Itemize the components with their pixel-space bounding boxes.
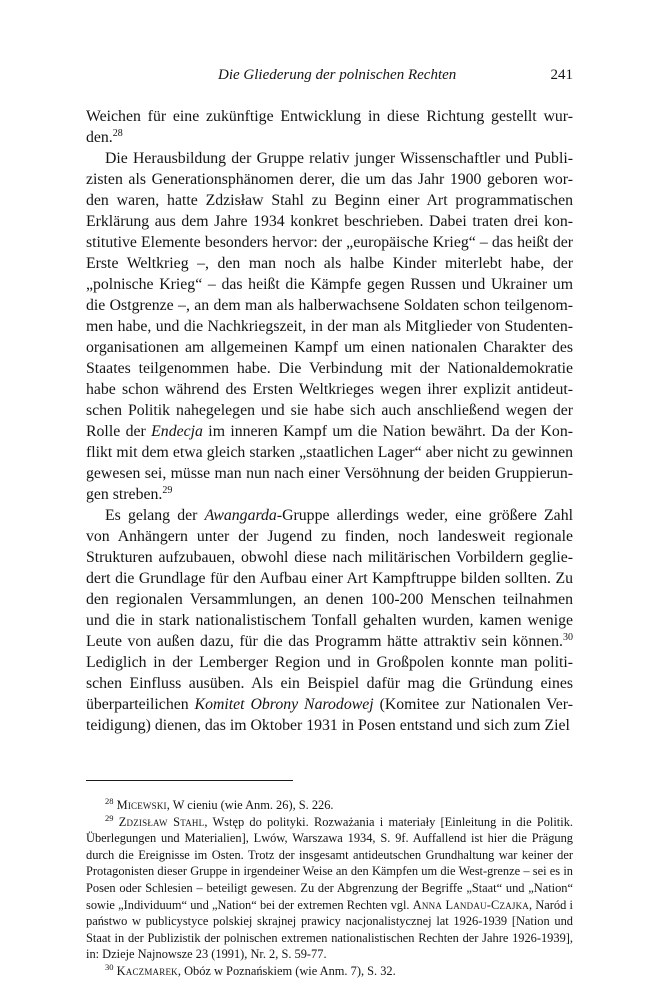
running-header — [86, 64, 573, 86]
text-run: Die Herausbildung der Gruppe relativ junger Wissenschaftler und Publi-zisten als Generationsphänomen derer, die um das Jahr 1900 geboren wor-den waren, hatte Zdzisław Stahl zu Beginn einer Art programmatischen Erklärung aus dem Jahre 1934 konkret beschrieben. Dabei traten drei kon-stitutive Elemente besonders hervor: der „europäische Krieg“ – das heißt der Erste Weltkrieg –, den man noch als halbe Kinder miterlebt habe, der „polnische Krieg“ – das heißt die Kämpfe gegen Russen und Ukrainer um die Ostgrenze –, an dem man als halberwachsene Soldaten schon teilgenom-men habe, und die Nachkriegszeit, in der man als Mitglieder von Studenten-organisationen am allgemeinen Kampf um einen nationalen Charakter des Staates teilgenommen habe. Die Verbindung mit der Nationaldemokratie habe schon während des Ersten Weltkrieges wegen ihrer explizit antideut-schen Politik nahegelegen und sie habe sich auch anschließend wegen der Rolle der — [86, 150, 573, 440]
page-number: 241 — [550, 67, 573, 83]
paragraph-2 — [86, 148, 573, 505]
paragraph-1 — [86, 106, 573, 148]
footnote-ref-29[interactable]: 29 — [162, 485, 173, 496]
italic-term-awangarda: Awangarda — [204, 507, 277, 524]
footnote-30 — [86, 963, 573, 980]
footnote-text: , Wstęp do polityki. Rozważania i materiały [Einleitung in die Politik. Überlegungen und Materialien], Lwów, Warszawa 1934, S. 9f. Auffallend ist hier die Prägung durch die Ereignisse im Osten. Trotz der insgesamt antideutschen Grundhaltung war keiner der Protagonisten dieser Gruppe in irgendeiner Weise an den Kämpfen um die West-grenze – sei es in Posen oder Schlesien – beteiligt gewesen. Zu der Abgrenzung der Begriffe „Staat“ und „Nation“ sowie „Individuum“ und „Nation“ bei der extremen Rechten vgl. — [86, 814, 573, 912]
author-name: Kaczmarek — [116, 963, 178, 978]
author-name: Micewski — [116, 798, 167, 812]
italic-term-komitet: Komitet Obrony Narodowej — [194, 696, 374, 713]
footnote-ref-28[interactable]: 28 — [112, 128, 123, 139]
footnote-separator — [86, 780, 293, 781]
footnotes — [86, 797, 573, 980]
main-text — [86, 106, 573, 736]
text-run: -Gruppe allerdings weder, eine größere Zahl von Anhängern unter der Jugend zu finden, noch landesweit regionale Strukturen aufzubauen, obwohl diese nach militärischen Vorbildern geglie-dert die Grundlage für den Aufbau einer Art Kampftruppe bilden sollten. Zu den regionalen Versammlungen, an denen 100-200 Menschen teilnahmen und die in stark nationalistischem Tonfall gehalten wurden, kamen wenige Leute von außen dazu, für die das Programm hätte attraktiv sein können. — [86, 507, 573, 650]
footnote-number: 28 — [105, 796, 114, 806]
text-run: Es gelang der — [105, 507, 205, 524]
footnote-28 — [86, 797, 573, 814]
footnote-number: 30 — [105, 961, 114, 972]
italic-term-endecja: Endecja — [151, 423, 203, 440]
text-run: Weichen für eine zukünftige Entwicklung in diese Richtung gestellt wur-den. — [86, 108, 573, 146]
text-run: Lediglich in der Lemberger Region und in Großpolen konnte man politi-schen Einfluss ausüben. Als ein Beispiel dafür mag die Gründung eines überparteilichen — [86, 654, 573, 713]
footnote-text: , Obóz w Poznańskiem (wie Anm. 7), S. 32. — [177, 963, 396, 978]
running-title: Die Gliederung der polnischen Rechten — [218, 67, 457, 83]
footnote-ref-30[interactable]: 30 — [563, 632, 573, 643]
text-run: (Komitee zur Nationalen Ver-teidigung) dienen, das im Oktober 1931 in Posen entstand und sich zum Ziel — [86, 696, 573, 734]
footnote-text: , Naród i państwo w publicystyce polskiej skrajnej prawicy nacjonalistycznej lat 1926-1939 [Nation und Staat in der Publizistik der polnischen extremen nationalistischen Rechten der Jahre 1926-1939], in: Dzieje Najnowsze 23 (1991), Nr. 2, S. 59-77. — [86, 897, 573, 962]
paragraph-3 — [86, 505, 573, 736]
text-run: im inneren Kampf um die Nation bewährt. Da der Kon-flikt mit dem etwa gleich starken „staatlichen Lager“ aber nicht zu gewinnen gewesen sei, müsse man nun nach einer Versöhnung der beiden Gruppierun-gen streben. — [86, 423, 573, 503]
author-name: Anna Landau-Czajka — [412, 897, 530, 912]
author-name: Zdzisław Stahl — [118, 814, 205, 829]
footnote-29 — [86, 814, 573, 963]
footnote-text: , W cieniu (wie Anm. 26), S. 226. — [166, 798, 334, 812]
footnote-number: 29 — [105, 812, 114, 823]
